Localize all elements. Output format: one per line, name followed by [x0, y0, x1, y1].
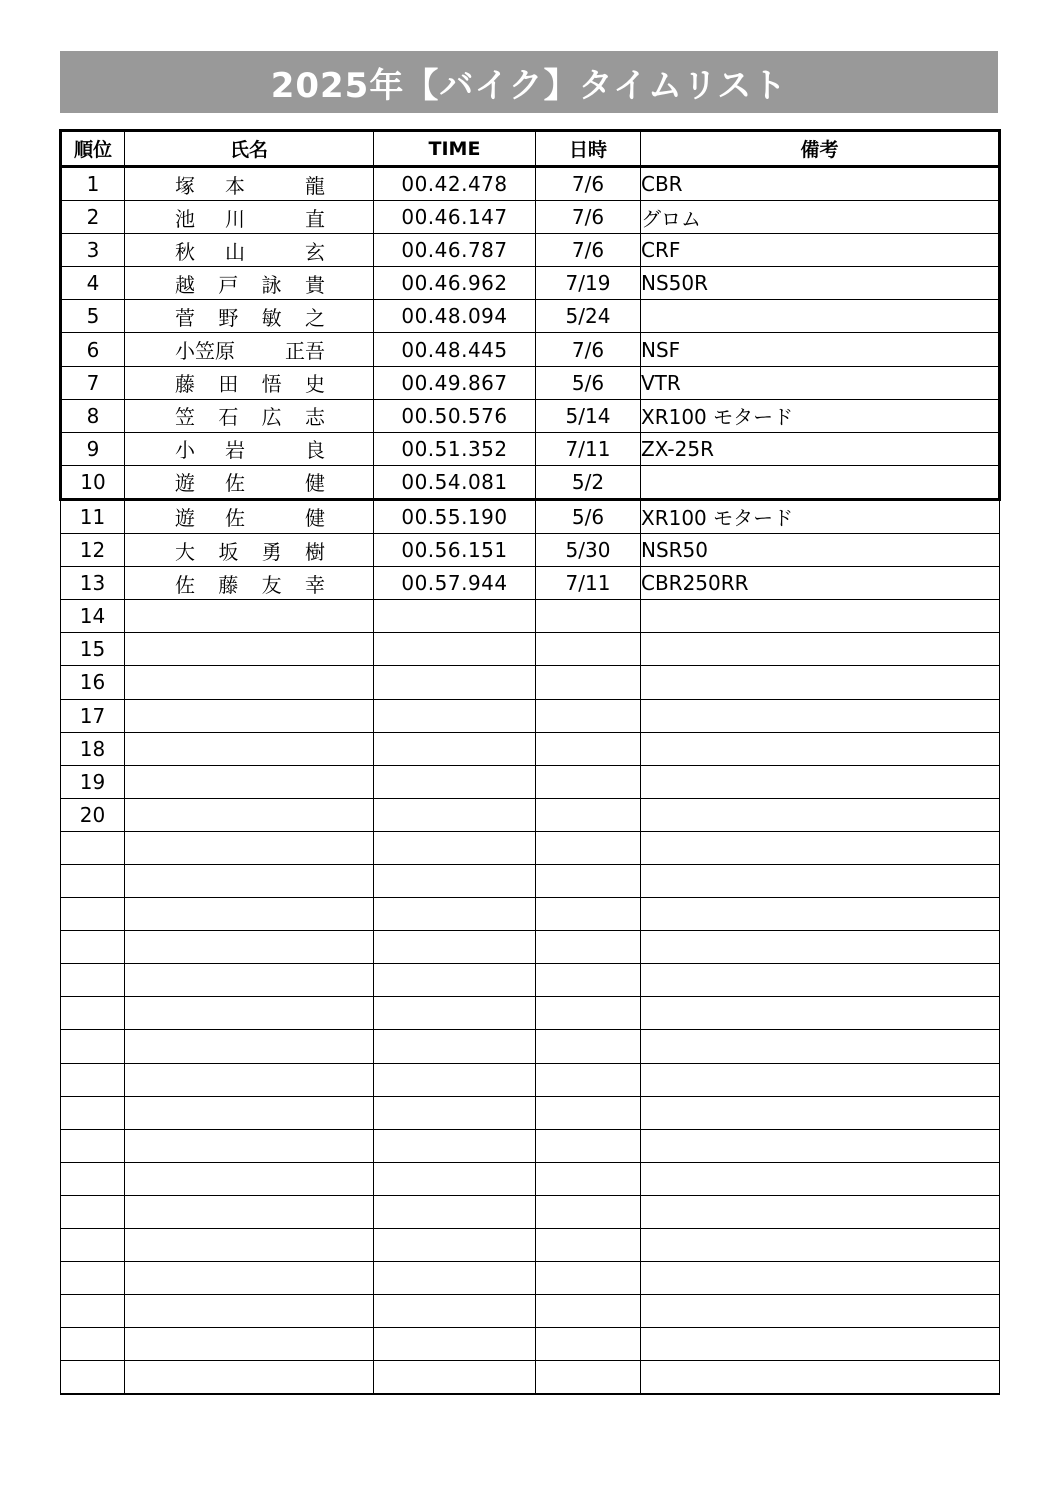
rank-cell: 5 [61, 300, 125, 333]
name-part: 健 [305, 471, 325, 496]
name-part: 良 [305, 438, 325, 463]
rank-cell: 20 [61, 798, 125, 831]
note-cell [641, 1129, 1000, 1162]
name-part: 戸 [218, 272, 239, 297]
time-cell: 00.50.576 [374, 399, 536, 432]
name-part: 池 [175, 206, 195, 231]
header-name: 氏名 [125, 131, 374, 167]
date-cell [536, 1295, 641, 1328]
name-cell [125, 366, 374, 399]
date-cell [536, 1030, 641, 1063]
table-row [61, 864, 1000, 897]
name-parts [125, 203, 373, 232]
rank-cell: 2 [61, 201, 125, 234]
name-cell [125, 1063, 374, 1096]
rank-cell: 11 [61, 499, 125, 533]
name-part: 小笠原 [175, 339, 235, 364]
note-cell: ZX-25R [641, 432, 1000, 465]
note-cell [641, 732, 1000, 765]
rank-cell [61, 997, 125, 1030]
name-cell [125, 465, 374, 499]
name-cell [125, 1195, 374, 1228]
name-part: 岩 [225, 438, 245, 463]
time-cell [374, 1096, 536, 1129]
table-row [61, 633, 1000, 666]
name-parts [125, 467, 373, 496]
name-cell [125, 567, 374, 600]
rank-cell [61, 1295, 125, 1328]
name-part: 遊 [175, 506, 195, 531]
name-part: 詠 [261, 272, 282, 297]
table-row [61, 300, 1000, 333]
name-cell [125, 267, 374, 300]
date-cell [536, 1229, 641, 1262]
name-part: 友 [261, 572, 282, 597]
header-rank: 順位 [61, 131, 125, 167]
name-part: 玄 [305, 239, 325, 264]
date-cell [536, 864, 641, 897]
name-cell [125, 732, 374, 765]
name-part: 直 [305, 206, 325, 231]
name-parts [125, 401, 373, 430]
header-time: TIME [374, 131, 536, 167]
rank-cell [61, 1063, 125, 1096]
rank-cell [61, 1195, 125, 1228]
rank-cell [61, 1328, 125, 1361]
date-cell [536, 931, 641, 964]
time-cell [374, 931, 536, 964]
rank-cell: 16 [61, 666, 125, 699]
note-cell [641, 898, 1000, 931]
name-parts [125, 536, 373, 565]
rank-cell [61, 898, 125, 931]
date-cell [536, 1129, 641, 1162]
time-cell [374, 898, 536, 931]
date-cell [536, 1328, 641, 1361]
rank-cell [61, 1030, 125, 1063]
time-list-table [59, 129, 1001, 1395]
name-part: 遊 [175, 471, 195, 496]
date-cell [536, 1361, 641, 1395]
name-parts [125, 302, 373, 331]
table-row [61, 1162, 1000, 1195]
name-parts [125, 434, 373, 463]
name-parts [125, 368, 373, 397]
name-part: 悟 [261, 372, 282, 397]
note-cell [641, 1195, 1000, 1228]
rank-cell [61, 964, 125, 997]
time-cell [374, 1361, 536, 1395]
name-cell [125, 534, 374, 567]
time-cell [374, 1129, 536, 1162]
name-cell [125, 1361, 374, 1395]
name-cell [125, 898, 374, 931]
name-part: 広 [261, 405, 282, 430]
table-row [61, 432, 1000, 465]
note-cell: CBR [641, 167, 1000, 201]
note-cell [641, 831, 1000, 864]
name-part: 藤 [175, 372, 195, 397]
table-row [61, 366, 1000, 399]
rank-cell [61, 1361, 125, 1395]
date-cell [536, 964, 641, 997]
date-cell: 7/19 [536, 267, 641, 300]
name-part: 之 [304, 305, 325, 330]
rank-cell: 18 [61, 732, 125, 765]
name-cell [125, 699, 374, 732]
name-parts [125, 170, 373, 199]
time-cell [374, 997, 536, 1030]
date-cell [536, 732, 641, 765]
date-cell: 5/2 [536, 465, 641, 499]
name-cell [125, 300, 374, 333]
date-cell [536, 997, 641, 1030]
time-cell: 00.42.478 [374, 167, 536, 201]
date-cell [536, 831, 641, 864]
time-cell [374, 1195, 536, 1228]
date-cell [536, 1063, 641, 1096]
table-row [61, 1295, 1000, 1328]
name-cell [125, 864, 374, 897]
date-cell: 7/6 [536, 234, 641, 267]
name-cell [125, 167, 374, 201]
name-cell [125, 600, 374, 633]
name-cell [125, 1096, 374, 1129]
note-cell [641, 465, 1000, 499]
table-row [61, 699, 1000, 732]
rank-cell [61, 864, 125, 897]
time-cell [374, 1063, 536, 1096]
name-part: 佐 [225, 506, 245, 531]
rank-cell: 14 [61, 600, 125, 633]
time-cell: 00.51.352 [374, 432, 536, 465]
date-cell [536, 633, 641, 666]
time-cell: 00.46.147 [374, 201, 536, 234]
date-cell: 7/11 [536, 567, 641, 600]
table-row [61, 666, 1000, 699]
time-cell: 00.48.445 [374, 333, 536, 366]
name-parts [125, 569, 373, 598]
name-cell [125, 798, 374, 831]
time-cell [374, 666, 536, 699]
name-part: 田 [218, 372, 239, 397]
rank-cell [61, 1262, 125, 1295]
note-cell [641, 1361, 1000, 1395]
name-cell [125, 399, 374, 432]
name-part: 樹 [304, 539, 325, 564]
time-cell: 00.46.962 [374, 267, 536, 300]
name-cell [125, 1129, 374, 1162]
name-parts [125, 269, 373, 298]
date-cell [536, 1162, 641, 1195]
table-row [61, 465, 1000, 499]
name-cell [125, 997, 374, 1030]
date-cell: 5/6 [536, 499, 641, 533]
rank-cell: 9 [61, 432, 125, 465]
rank-cell [61, 931, 125, 964]
name-cell [125, 633, 374, 666]
note-cell [641, 864, 1000, 897]
time-cell [374, 1295, 536, 1328]
table-row [61, 499, 1000, 533]
table-row [61, 1328, 1000, 1361]
rank-cell: 7 [61, 366, 125, 399]
page-title: 2025年【バイク】タイムリスト [60, 51, 998, 113]
name-part: 大 [175, 539, 195, 564]
date-cell [536, 798, 641, 831]
time-cell: 00.49.867 [374, 366, 536, 399]
name-part: 佐 [175, 572, 195, 597]
time-cell [374, 1162, 536, 1195]
rank-cell [61, 1162, 125, 1195]
time-cell [374, 600, 536, 633]
time-cell: 00.57.944 [374, 567, 536, 600]
name-parts [125, 502, 373, 531]
name-cell [125, 666, 374, 699]
note-cell [641, 1262, 1000, 1295]
name-cell [125, 1262, 374, 1295]
name-part: 塚 [175, 173, 195, 198]
note-cell: CRF [641, 234, 1000, 267]
name-part: 藤 [218, 572, 239, 597]
name-part: 野 [218, 305, 239, 330]
name-part: 秋 [175, 239, 195, 264]
table-row [61, 1229, 1000, 1262]
date-cell [536, 1096, 641, 1129]
time-cell [374, 831, 536, 864]
note-cell: NSR50 [641, 534, 1000, 567]
table-row [61, 1096, 1000, 1129]
time-cell [374, 633, 536, 666]
time-cell: 00.46.787 [374, 234, 536, 267]
rank-cell: 12 [61, 534, 125, 567]
name-part: 笠 [175, 405, 195, 430]
note-cell [641, 699, 1000, 732]
note-cell: グロム [641, 201, 1000, 234]
table-header-row [61, 131, 1000, 167]
date-cell [536, 666, 641, 699]
note-cell: NSF [641, 333, 1000, 366]
time-cell [374, 964, 536, 997]
time-cell: 00.56.151 [374, 534, 536, 567]
table-row [61, 1063, 1000, 1096]
header-date: 日時 [536, 131, 641, 167]
rank-cell [61, 831, 125, 864]
table-row [61, 201, 1000, 234]
note-cell: NS50R [641, 267, 1000, 300]
note-cell [641, 798, 1000, 831]
table-row [61, 1361, 1000, 1395]
rank-cell [61, 1096, 125, 1129]
name-cell [125, 1030, 374, 1063]
name-part: 正吾 [284, 339, 325, 364]
date-cell: 5/6 [536, 366, 641, 399]
rank-cell [61, 1129, 125, 1162]
note-cell: VTR [641, 366, 1000, 399]
time-cell [374, 798, 536, 831]
name-part: 石 [218, 405, 239, 430]
note-cell [641, 666, 1000, 699]
note-cell [641, 300, 1000, 333]
name-part: 小 [175, 438, 195, 463]
table-row [61, 732, 1000, 765]
date-cell: 5/24 [536, 300, 641, 333]
note-cell [641, 765, 1000, 798]
table-row [61, 333, 1000, 366]
date-cell [536, 898, 641, 931]
table-row [61, 997, 1000, 1030]
rank-cell: 6 [61, 333, 125, 366]
header-note: 備考 [641, 131, 1000, 167]
table-row [61, 567, 1000, 600]
rank-cell: 19 [61, 765, 125, 798]
table-row [61, 267, 1000, 300]
note-cell [641, 1328, 1000, 1361]
name-cell [125, 1328, 374, 1361]
note-cell: CBR250RR [641, 567, 1000, 600]
name-part: 幸 [304, 572, 325, 597]
name-cell [125, 432, 374, 465]
name-part: 健 [305, 506, 325, 531]
note-cell [641, 964, 1000, 997]
table-row [61, 765, 1000, 798]
name-parts [125, 236, 373, 265]
table-row [61, 1030, 1000, 1063]
date-cell [536, 1262, 641, 1295]
name-cell [125, 1295, 374, 1328]
name-cell [125, 1229, 374, 1262]
name-part: 佐 [225, 471, 245, 496]
name-cell [125, 201, 374, 234]
date-cell: 7/6 [536, 201, 641, 234]
time-cell [374, 1262, 536, 1295]
time-cell [374, 699, 536, 732]
name-cell [125, 499, 374, 533]
rank-cell: 4 [61, 267, 125, 300]
rank-cell: 17 [61, 699, 125, 732]
note-cell [641, 1295, 1000, 1328]
name-cell [125, 931, 374, 964]
table-row [61, 167, 1000, 201]
rank-cell: 1 [61, 167, 125, 201]
table-row [61, 964, 1000, 997]
name-part: 坂 [218, 539, 239, 564]
date-cell: 5/14 [536, 399, 641, 432]
name-part: 敏 [261, 305, 282, 330]
note-cell: XR100 モタード [641, 399, 1000, 432]
name-cell [125, 1162, 374, 1195]
name-part: 本 [225, 173, 245, 198]
table-row [61, 534, 1000, 567]
date-cell: 7/6 [536, 333, 641, 366]
name-cell [125, 333, 374, 366]
time-cell [374, 1328, 536, 1361]
name-part: 貴 [304, 272, 325, 297]
time-cell [374, 864, 536, 897]
date-cell: 7/6 [536, 167, 641, 201]
name-part: 龍 [305, 173, 325, 198]
name-cell [125, 765, 374, 798]
time-cell: 00.48.094 [374, 300, 536, 333]
table-row [61, 931, 1000, 964]
table-row [61, 399, 1000, 432]
table-row [61, 831, 1000, 864]
note-cell [641, 997, 1000, 1030]
rank-cell: 13 [61, 567, 125, 600]
table-row [61, 234, 1000, 267]
table-row [61, 1195, 1000, 1228]
time-cell: 00.55.190 [374, 499, 536, 533]
date-cell [536, 600, 641, 633]
name-part: 川 [225, 206, 245, 231]
time-cell [374, 732, 536, 765]
note-cell [641, 1162, 1000, 1195]
name-parts [125, 335, 373, 364]
table-row [61, 1262, 1000, 1295]
note-cell [641, 1030, 1000, 1063]
time-cell [374, 1229, 536, 1262]
name-part: 越 [175, 272, 195, 297]
date-cell: 7/11 [536, 432, 641, 465]
note-cell [641, 633, 1000, 666]
date-cell: 5/30 [536, 534, 641, 567]
table-row [61, 600, 1000, 633]
name-part: 菅 [175, 305, 195, 330]
time-cell [374, 1030, 536, 1063]
note-cell [641, 600, 1000, 633]
time-cell [374, 765, 536, 798]
time-cell: 00.54.081 [374, 465, 536, 499]
table-row [61, 1129, 1000, 1162]
note-cell [641, 931, 1000, 964]
name-part: 山 [225, 239, 245, 264]
table-body [61, 167, 1000, 1395]
table-row [61, 798, 1000, 831]
rank-cell: 10 [61, 465, 125, 499]
date-cell [536, 765, 641, 798]
name-cell [125, 831, 374, 864]
name-part: 勇 [261, 539, 282, 564]
note-cell [641, 1229, 1000, 1262]
name-part: 志 [304, 405, 325, 430]
rank-cell: 3 [61, 234, 125, 267]
date-cell [536, 1195, 641, 1228]
name-cell [125, 964, 374, 997]
note-cell [641, 1063, 1000, 1096]
name-part: 史 [304, 372, 325, 397]
rank-cell: 15 [61, 633, 125, 666]
date-cell [536, 699, 641, 732]
rank-cell: 8 [61, 399, 125, 432]
table-row [61, 898, 1000, 931]
name-cell [125, 234, 374, 267]
rank-cell [61, 1229, 125, 1262]
note-cell: XR100 モタード [641, 499, 1000, 533]
note-cell [641, 1096, 1000, 1129]
